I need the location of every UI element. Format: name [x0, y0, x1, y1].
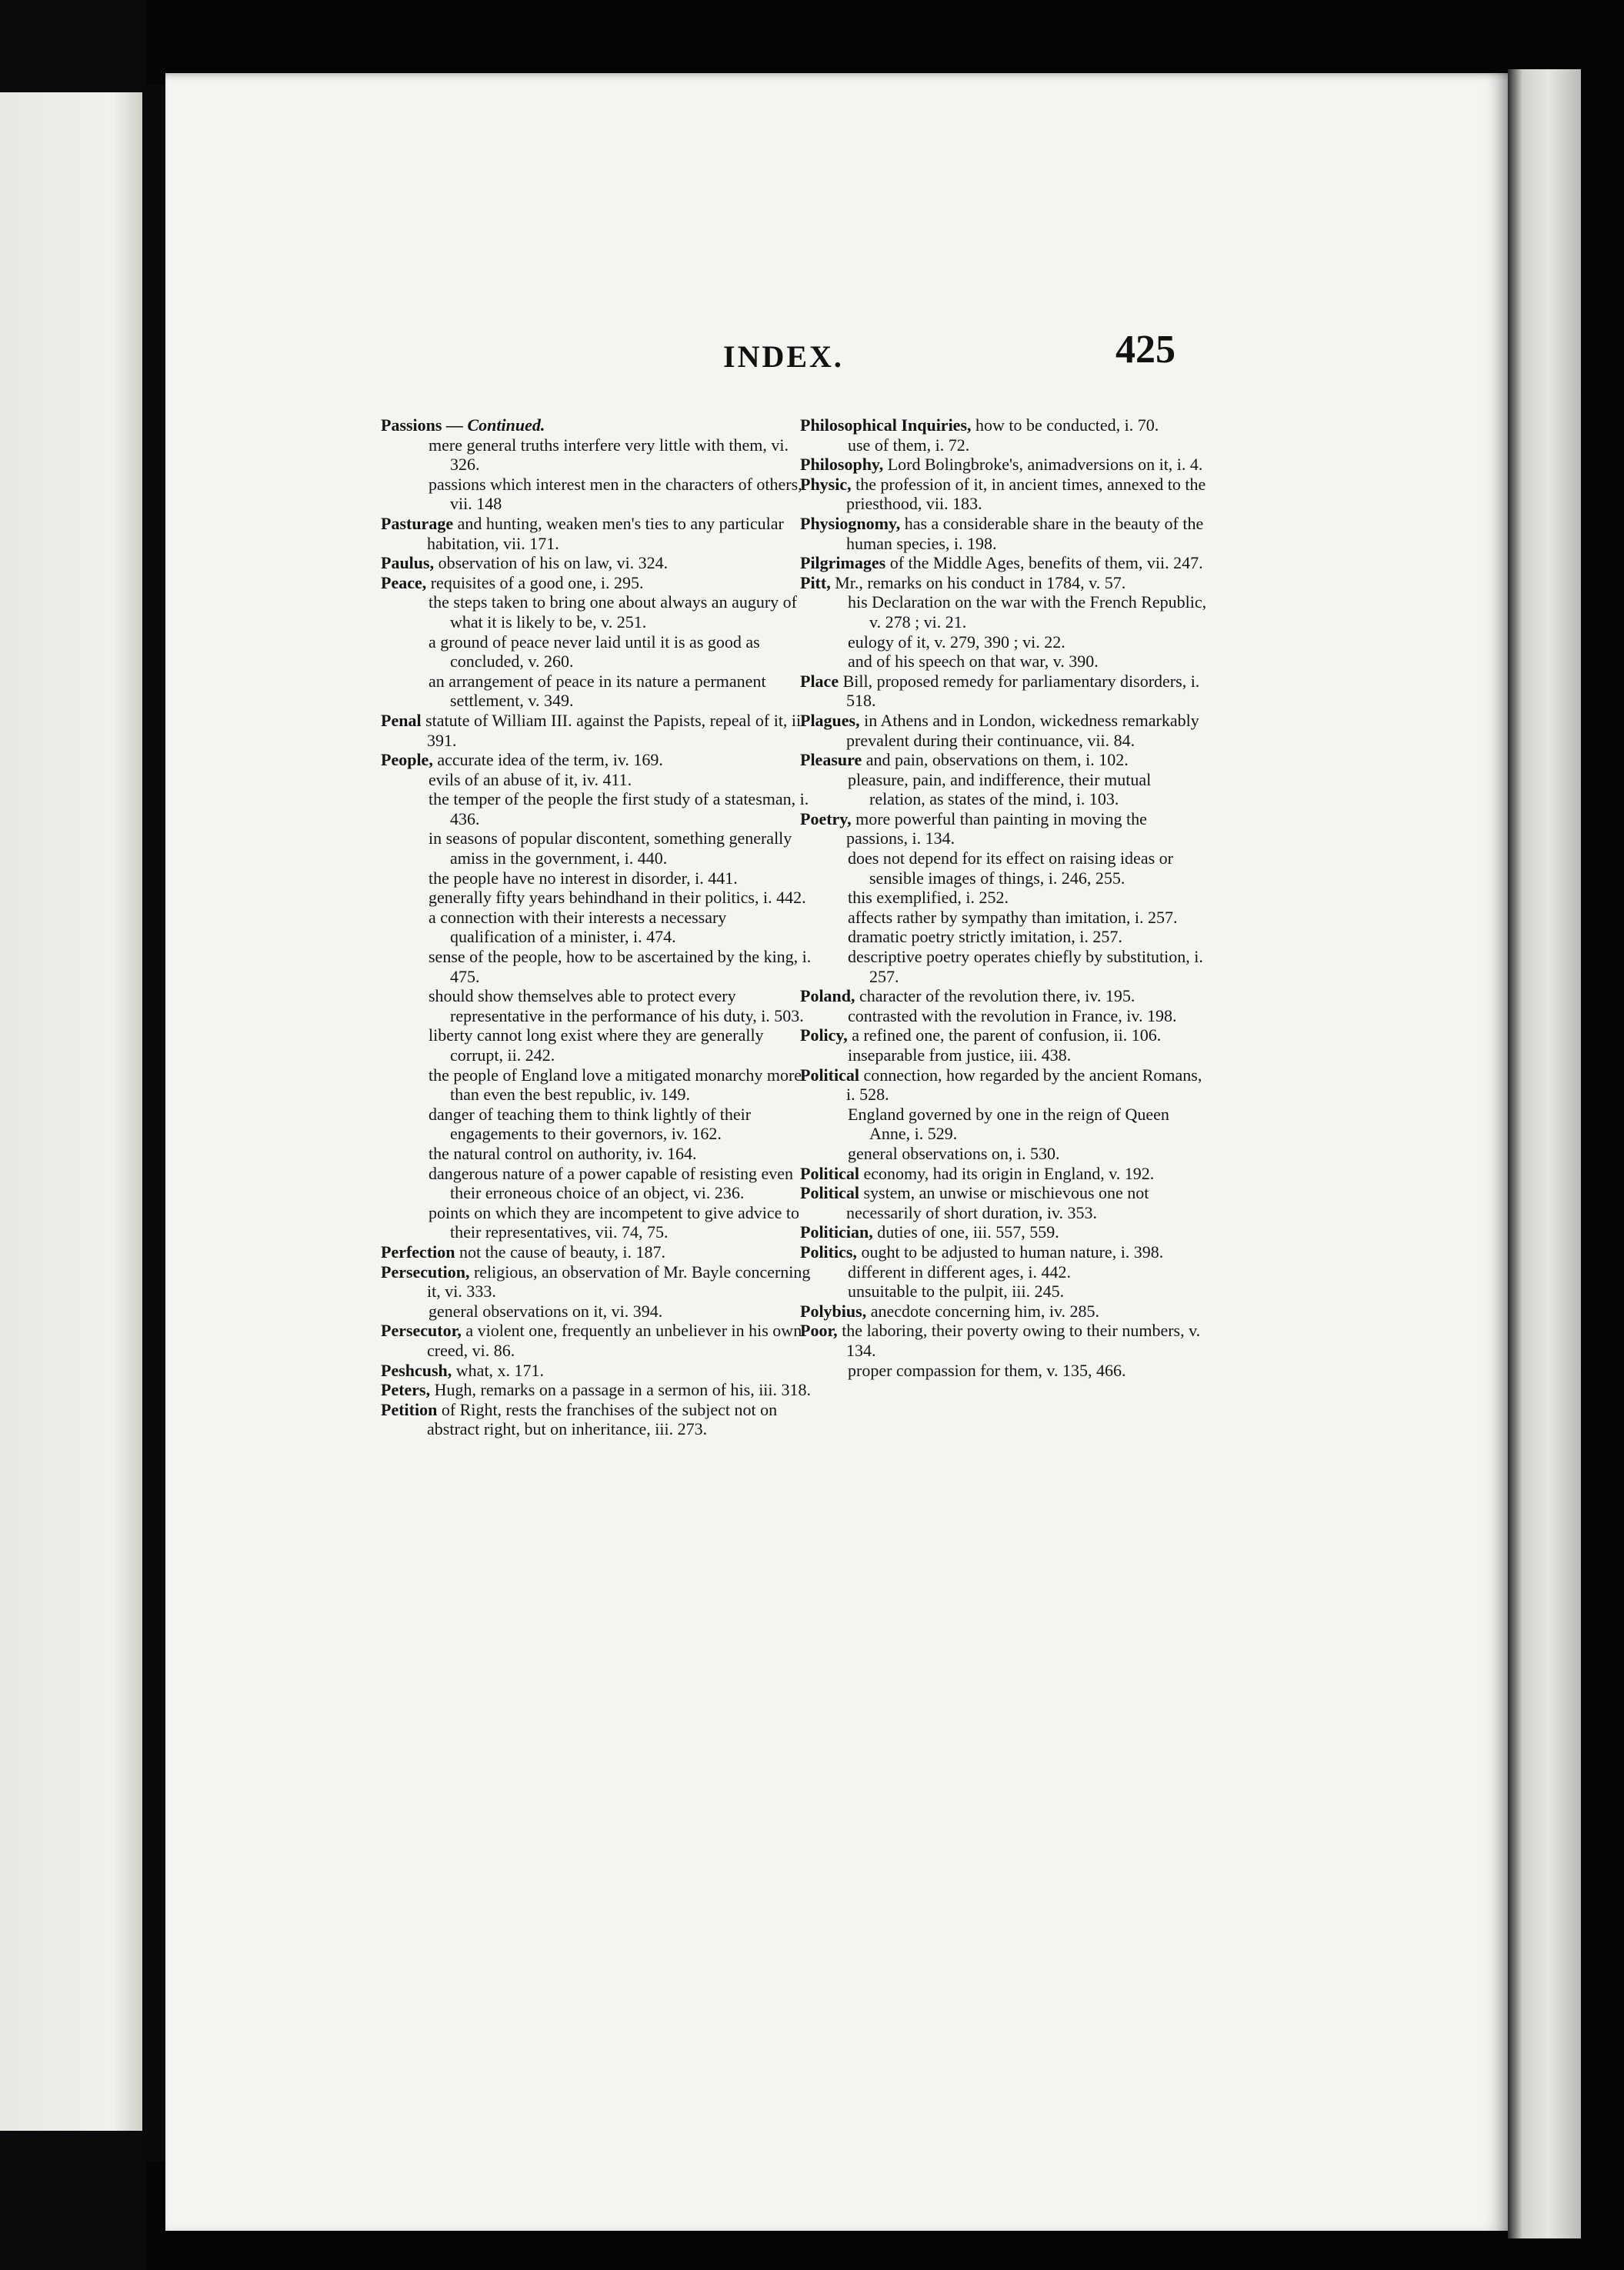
index-subentry: [800, 848, 1208, 888]
entry-text: contrasted with the revolution in France, iv. 198.: [848, 1005, 1177, 1025]
entry-text: economy, had its origin in England, v. 192.: [859, 1163, 1155, 1183]
entry-text: how to be conducted, i. 70.: [971, 415, 1159, 435]
entry-headword: Pasturage: [381, 513, 454, 533]
index-entry: [800, 573, 1208, 593]
index-entry: [800, 415, 1208, 435]
entry-text: pleasure, pain, and indifference, their mutual relation, as states of the mind, i. 103.: [848, 769, 1152, 809]
entry-text: ought to be adjusted to human nature, i. 398.: [856, 1242, 1164, 1262]
index-subentry: [381, 888, 812, 908]
entry-text: duties of one, iii. 557, 559.: [872, 1222, 1059, 1242]
entry-text: Bill, proposed remedy for parliamentary disorders, i. 518.: [839, 671, 1200, 711]
index-column-left: [381, 415, 812, 1439]
index-subentry: [381, 770, 812, 790]
entry-text: religious, an observation of Mr. Bayle concerning it, vi. 333.: [427, 1262, 811, 1302]
entry-text: the temper of the people the first study of a statesman, i. 436.: [429, 789, 809, 828]
index-entry: [381, 750, 812, 770]
index-subentry: [381, 1105, 812, 1144]
entry-text: requisites of a good one, i. 295.: [426, 572, 644, 592]
entry-text: mere general truths interfere very little with them, vi. 326.: [429, 435, 789, 475]
index-entry: [381, 1242, 812, 1262]
index-subentry: [800, 632, 1208, 652]
index-entry: [381, 514, 812, 553]
entry-text: proper compassion for them, v. 135, 466.: [848, 1360, 1126, 1380]
index-subentry: [800, 435, 1208, 455]
entry-text: and of his speech on that war, v. 390.: [848, 652, 1099, 672]
entry-text: the profession of it, in ancient times, annexed to the priesthood, vii. 183.: [846, 474, 1206, 514]
entry-text: general observations on, i. 530.: [848, 1143, 1060, 1163]
index-subentry: [381, 1164, 812, 1203]
entry-text: Lord Bolingbroke's, animadversions on it, i. 4.: [883, 455, 1203, 475]
entry-headword: Penal: [381, 710, 422, 730]
index-entry: [800, 475, 1208, 514]
index-entry: [800, 553, 1208, 573]
entry-text: points on which they are incompetent to give advice to their representatives, vii. 74, 75.: [429, 1202, 800, 1242]
entry-headword: Pitt,: [800, 572, 831, 592]
entry-text: evils of an abuse of it, iv. 411.: [429, 769, 632, 789]
index-entry: [800, 514, 1208, 553]
entry-headword: Peshcush,: [381, 1360, 452, 1380]
index-subentry: [800, 1105, 1208, 1144]
entry-headword: Perfection: [381, 1242, 455, 1262]
index-entry: [800, 809, 1208, 848]
entry-headword: Political: [800, 1183, 859, 1203]
book-spine: [142, 85, 165, 2162]
entry-text: connection, how regarded by the ancient Romans, i. 528.: [846, 1065, 1202, 1105]
index-subentry: [800, 908, 1208, 928]
entry-text: of Right, rests the franchises of the subject not on abstract right, but on inheritance, iii. 273.: [427, 1399, 778, 1439]
entry-text: dramatic poetry strictly imitation, i. 257.: [848, 927, 1122, 947]
index-subentry: [800, 1045, 1208, 1065]
index-subentry: [381, 1302, 812, 1322]
index-entry: [381, 1361, 812, 1381]
index-subentry: [800, 1282, 1208, 1302]
index-entry: [381, 1321, 812, 1360]
entry-text: does not depend for its effect on raising ideas or sensible images of things, i. 246, 255.: [848, 848, 1173, 888]
index-entry: [381, 573, 812, 593]
entry-text: a connection with their interests a necessary qualification of a minister, i. 474.: [429, 907, 727, 947]
entry-text: inseparable from justice, iii. 438.: [848, 1045, 1072, 1065]
entry-headword: Politician,: [800, 1222, 873, 1242]
entry-text: of the Middle Ages, benefits of them, vii. 247.: [885, 553, 1203, 573]
index-subentry: [381, 1144, 812, 1164]
entry-text: the steps taken to bring one about always an augury of what it is likely to be, v. 251.: [429, 592, 797, 632]
index-subentry: [800, 592, 1208, 632]
entry-text: unsuitable to the pulpit, iii. 245.: [848, 1282, 1065, 1302]
entry-headword: Poetry,: [800, 808, 852, 828]
index-subentry: [381, 908, 812, 947]
index-entry: [800, 711, 1208, 750]
index-entry: [381, 1262, 812, 1302]
entry-text: the laboring, their poverty owing to their numbers, v. 134.: [837, 1321, 1201, 1360]
entry-text: England governed by one in the reign of Queen Anne, i. 529.: [848, 1104, 1169, 1144]
index-entry: [800, 672, 1208, 711]
entry-text: and pain, observations on them, i. 102.: [862, 750, 1129, 770]
entry-text: the people have no interest in disorder, i. 441.: [429, 868, 738, 888]
index-entry: [800, 986, 1208, 1006]
entry-headword: Petition: [381, 1399, 438, 1419]
index-entry: [800, 1242, 1208, 1262]
entry-headword: Poland,: [800, 986, 855, 1006]
index-subentry: [381, 592, 812, 632]
entry-headword: Philosophy,: [800, 455, 884, 475]
running-head: INDEX.: [723, 339, 844, 374]
entry-text: affects rather by sympathy than imitation, i. 257.: [848, 907, 1178, 927]
entry-headword: Peace,: [381, 572, 427, 592]
entry-text: observation of his on law, vi. 324.: [434, 553, 669, 573]
entry-text: eulogy of it, v. 279, 390 ; vi. 22.: [848, 632, 1065, 652]
index-entry: [800, 1183, 1208, 1222]
index-subentry: [800, 652, 1208, 672]
entry-headword: Persecution,: [381, 1262, 470, 1282]
index-subentry: [381, 947, 812, 986]
entry-headword: People,: [381, 750, 433, 770]
entry-text: the natural control on authority, iv. 164.: [429, 1143, 697, 1163]
entry-text: in seasons of popular discontent, something generally amiss in the government, i. 440.: [429, 828, 792, 868]
index-column-right: [800, 415, 1208, 1380]
index-subentry: [381, 1203, 812, 1242]
entry-text: liberty cannot long exist where they are generally corrupt, ii. 242.: [429, 1025, 764, 1065]
index-subentry: [800, 1144, 1208, 1164]
entry-text: more powerful than painting in moving the passions, i. 134.: [846, 808, 1147, 848]
entry-text: Hugh, remarks on a passage in a sermon of his, iii. 318.: [430, 1380, 812, 1400]
entry-headword: Place: [800, 671, 839, 691]
index-subentry: [800, 888, 1208, 908]
entry-headword: Pleasure: [800, 750, 862, 770]
entry-headword: Pilgrimages: [800, 553, 886, 573]
entry-text: different in different ages, i. 442.: [848, 1262, 1071, 1282]
entry-text: general observations on it, vi. 394.: [429, 1301, 663, 1321]
entry-headword: Physiognomy,: [800, 513, 901, 533]
index-subentry: [381, 672, 812, 711]
entry-text: a violent one, frequently an unbeliever in his own creed, vi. 86.: [427, 1321, 802, 1360]
entry-headword: Political: [800, 1163, 859, 1183]
index-subentry: [800, 1006, 1208, 1026]
index-entry: [800, 455, 1208, 475]
index-entry: [800, 750, 1208, 770]
index-subentry: [381, 475, 812, 514]
entry-text: descriptive poetry operates chiefly by substitution, i. 257.: [848, 947, 1203, 986]
index-subentry: [800, 927, 1208, 947]
entry-text: passions which interest men in the characters of others, vii. 148: [429, 474, 802, 514]
entry-text: statute of William III. against the Papists, repeal of it, ii. 391.: [421, 710, 805, 750]
entry-headword: Persecutor,: [381, 1321, 462, 1341]
entry-text: character of the revolution there, iv. 195.: [855, 986, 1135, 1006]
entry-headword: Politics,: [800, 1242, 857, 1262]
index-subentry: [381, 435, 812, 475]
index-subentry: [800, 770, 1208, 809]
entry-headword: Paulus,: [381, 553, 435, 573]
index-entry: [800, 1164, 1208, 1184]
right-margin-dark: [1581, 0, 1624, 2270]
entry-text: the people of England love a mitigated monarchy more than even the best republic, iv. 149.: [429, 1065, 802, 1105]
entry-text: Mr., remarks on his conduct in 1784, v. 57.: [830, 572, 1126, 592]
entry-text: what, x. 171.: [452, 1360, 545, 1380]
entry-text: a refined one, the parent of confusion, ii. 106.: [847, 1025, 1162, 1045]
index-entry: [800, 1302, 1208, 1322]
entry-headword: Political: [800, 1065, 859, 1085]
index-subentry: [381, 868, 812, 888]
index-entry: [381, 415, 812, 435]
entry-text: not the cause of beauty, i. 187.: [455, 1242, 665, 1262]
entry-text: danger of teaching them to think lightly of their engagements to their governors, iv. 162.: [429, 1104, 752, 1144]
entry-text: accurate idea of the term, iv. 169.: [432, 750, 663, 770]
index-subentry: [381, 986, 812, 1025]
entry-text: generally fifty years behindhand in their politics, i. 442.: [429, 888, 806, 908]
index-entry: [381, 553, 812, 573]
index-subentry: [381, 789, 812, 828]
entry-text: should show themselves able to protect every representative in the performance of his duty, i. 503.: [429, 986, 804, 1025]
entry-text: has a considerable share in the beauty of the human species, i. 198.: [846, 513, 1204, 553]
index-entry: [800, 1065, 1208, 1105]
entry-text: anecdote concerning him, iv. 285.: [866, 1301, 1100, 1321]
index-subentry: [800, 1262, 1208, 1282]
entry-headword: Physic,: [800, 474, 852, 494]
entry-headword: Plagues,: [800, 710, 860, 730]
index-entry: [381, 711, 812, 750]
entry-text: dangerous nature of a power capable of resisting even their erroneous choice of an object, vi. 236.: [429, 1163, 794, 1203]
index-subentry: [381, 828, 812, 868]
index-subentry: [381, 1025, 812, 1065]
page-number: 425: [1115, 328, 1175, 372]
entry-headword: Policy,: [800, 1025, 848, 1045]
index-entry: [381, 1380, 812, 1400]
entry-text: sense of the people, how to be ascertained by the king, i. 475.: [429, 947, 812, 986]
entry-headword: Polybius,: [800, 1301, 867, 1321]
entry-text: use of them, i. 72.: [848, 435, 970, 455]
index-subentry: [800, 947, 1208, 986]
continued-label: — Continued.: [442, 415, 545, 435]
index-entry: [800, 1222, 1208, 1242]
entry-headword: Philosophical Inquiries,: [800, 415, 972, 435]
index-entry: [800, 1025, 1208, 1045]
index-subentry: [381, 632, 812, 672]
entry-text: and hunting, weaken men's ties to any particular habitation, vii. 171.: [427, 513, 784, 553]
index-entry: [381, 1400, 812, 1439]
entry-text: a ground of peace never laid until it is as good as concluded, v. 260.: [429, 632, 760, 672]
entry-text: in Athens and in London, wickedness remarkably prevalent during their continuance, vii. 84.: [846, 710, 1199, 750]
entry-headword: Passions: [381, 415, 442, 435]
index-subentry: [381, 1065, 812, 1105]
entry-text: system, an unwise or mischievous one not necessarily of short duration, iv. 353.: [846, 1183, 1149, 1222]
entry-headword: Poor,: [800, 1321, 838, 1341]
index-entry: [800, 1321, 1208, 1360]
entry-text: an arrangement of peace in its nature a permanent settlement, v. 349.: [429, 671, 766, 711]
page-stack-edge: [1508, 69, 1581, 2238]
facing-page-edge: [0, 92, 142, 2131]
entry-text: his Declaration on the war with the French Republic, v. 278 ; vi. 21.: [848, 592, 1207, 632]
index-subentry: [800, 1361, 1208, 1381]
entry-headword: Peters,: [381, 1380, 431, 1400]
entry-text: this exemplified, i. 252.: [848, 888, 1009, 908]
